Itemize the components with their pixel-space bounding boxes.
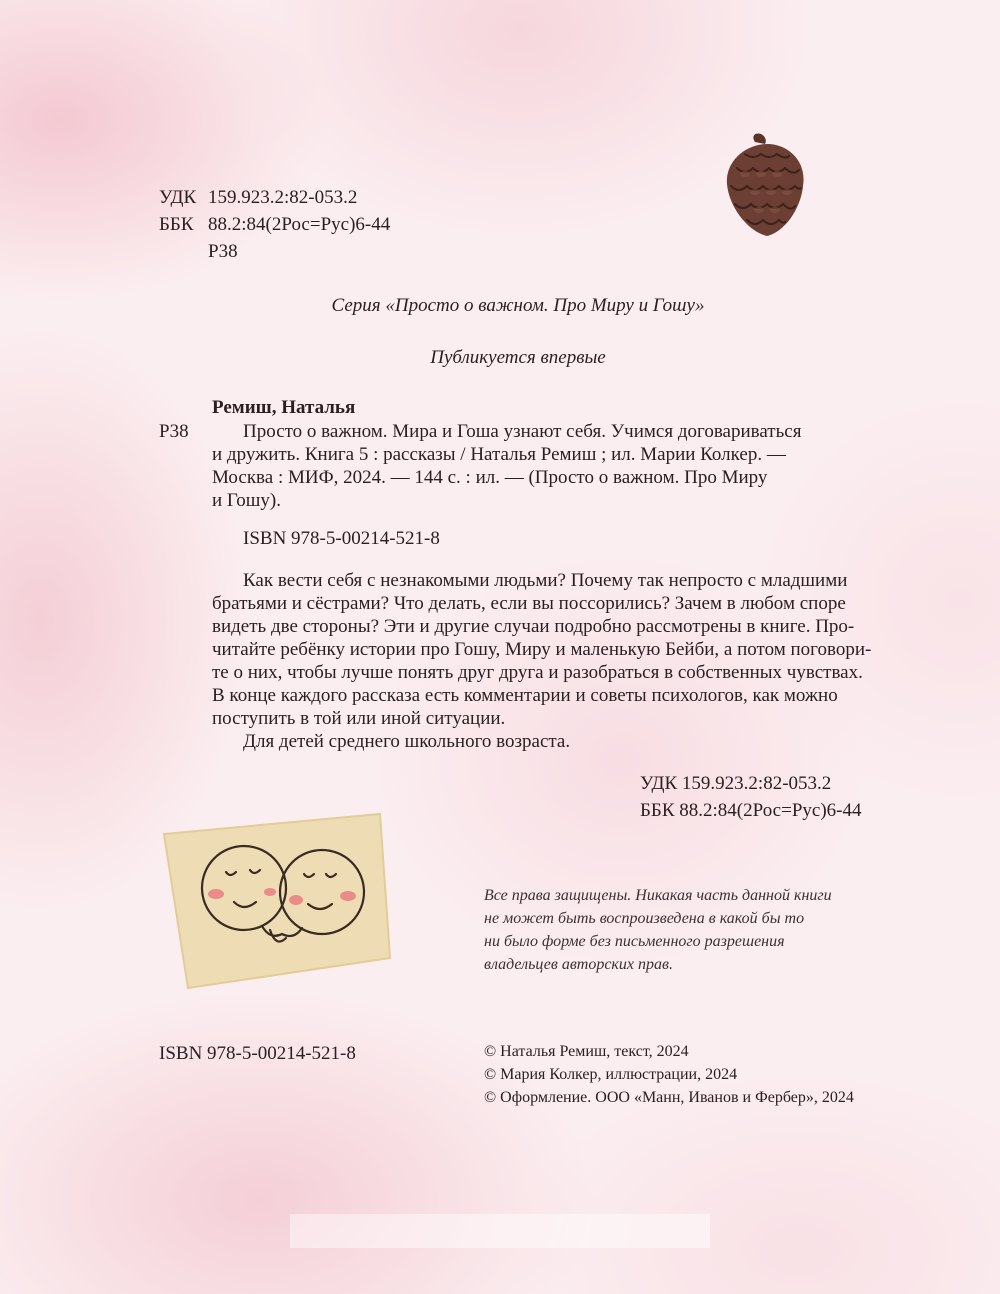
annotation-line-6: В конце каждого рассказа есть комментарии и советы психологов, как можно bbox=[212, 685, 838, 706]
annotation-line-1: Как вести себя с незнакомыми людьми? Почему так непросто с младшими bbox=[243, 570, 848, 591]
annotation-line-5: те о них, чтобы лучше понять друг друга и разобраться в собственных чувствах. bbox=[212, 662, 863, 683]
record-line-4: и Гошу). bbox=[212, 490, 281, 511]
copyright-line-2: © Мария Колкер, иллюстрации, 2024 bbox=[484, 1066, 738, 1083]
classification-udk: УДК 159.923.2:82-053.2 bbox=[640, 773, 832, 794]
rights-line-2: не может быть воспроизведена в какой бы то bbox=[484, 910, 805, 927]
footer-isbn: ISBN 978-5-00214-521-8 bbox=[159, 1043, 356, 1064]
annotation-line-4: читайте ребёнку истории про Гошу, Миру и маленькую Бейби, а потом поговори- bbox=[212, 639, 872, 660]
record-mark: Р38 bbox=[159, 421, 189, 442]
record-line-2: и дружить. Книга 5 : рассказы / Наталья Ремиш ; ил. Марии Колкер. — bbox=[212, 444, 786, 465]
audience-note: Для детей среднего школьного возраста. bbox=[243, 731, 571, 752]
rights-line-4: владельцев авторских прав. bbox=[484, 956, 673, 973]
bbk-value: 88.2:84(2Рос=Рус)6-44 bbox=[208, 214, 391, 235]
udk-value: 159.923.2:82-053.2 bbox=[208, 187, 358, 208]
author-heading: Ремиш, Наталья bbox=[212, 397, 356, 418]
copyright-line-3: © Оформление. ООО «Манн, Иванов и Фербер», 2024 bbox=[484, 1089, 854, 1106]
two-smiling-faces-note bbox=[158, 808, 398, 994]
udk-label: УДК bbox=[159, 187, 197, 208]
first-published-note: Публикуется впервые bbox=[430, 347, 606, 368]
annotation-line-7: поступить в той или иной ситуации. bbox=[212, 708, 506, 729]
classification-bbk: ББК 88.2:84(2Рос=Рус)6-44 bbox=[640, 800, 862, 821]
bbk-label: ББК bbox=[159, 214, 194, 235]
record-line-1: Просто о важном. Мира и Гоша узнают себя. Учимся договариваться bbox=[243, 421, 802, 442]
record-line-3: Москва : МИФ, 2024. — 144 с. : ил. — (Просто о важном. Про Миру bbox=[212, 467, 768, 488]
annotation-line-2: братьями и сёстрами? Что делать, если вы поссорились? Зачем в любом споре bbox=[212, 593, 846, 614]
rights-line-3: ни было форме без письменного разрешения bbox=[484, 933, 785, 950]
pinecone-icon bbox=[715, 128, 815, 243]
author-mark: Р38 bbox=[208, 241, 238, 262]
series-line: Серия «Просто о важном. Про Миру и Гошу» bbox=[331, 295, 705, 316]
bottom-decorative-strip bbox=[290, 1214, 710, 1248]
copyright-line-1: © Наталья Ремиш, текст, 2024 bbox=[484, 1043, 689, 1060]
rights-line-1: Все права защищены. Никакая часть данной книги bbox=[484, 887, 832, 904]
annotation-line-3: видеть две стороны? Эти и другие случаи подробно рассмотрены в книге. Про- bbox=[212, 616, 855, 637]
record-isbn: ISBN 978-5-00214-521-8 bbox=[243, 528, 440, 549]
